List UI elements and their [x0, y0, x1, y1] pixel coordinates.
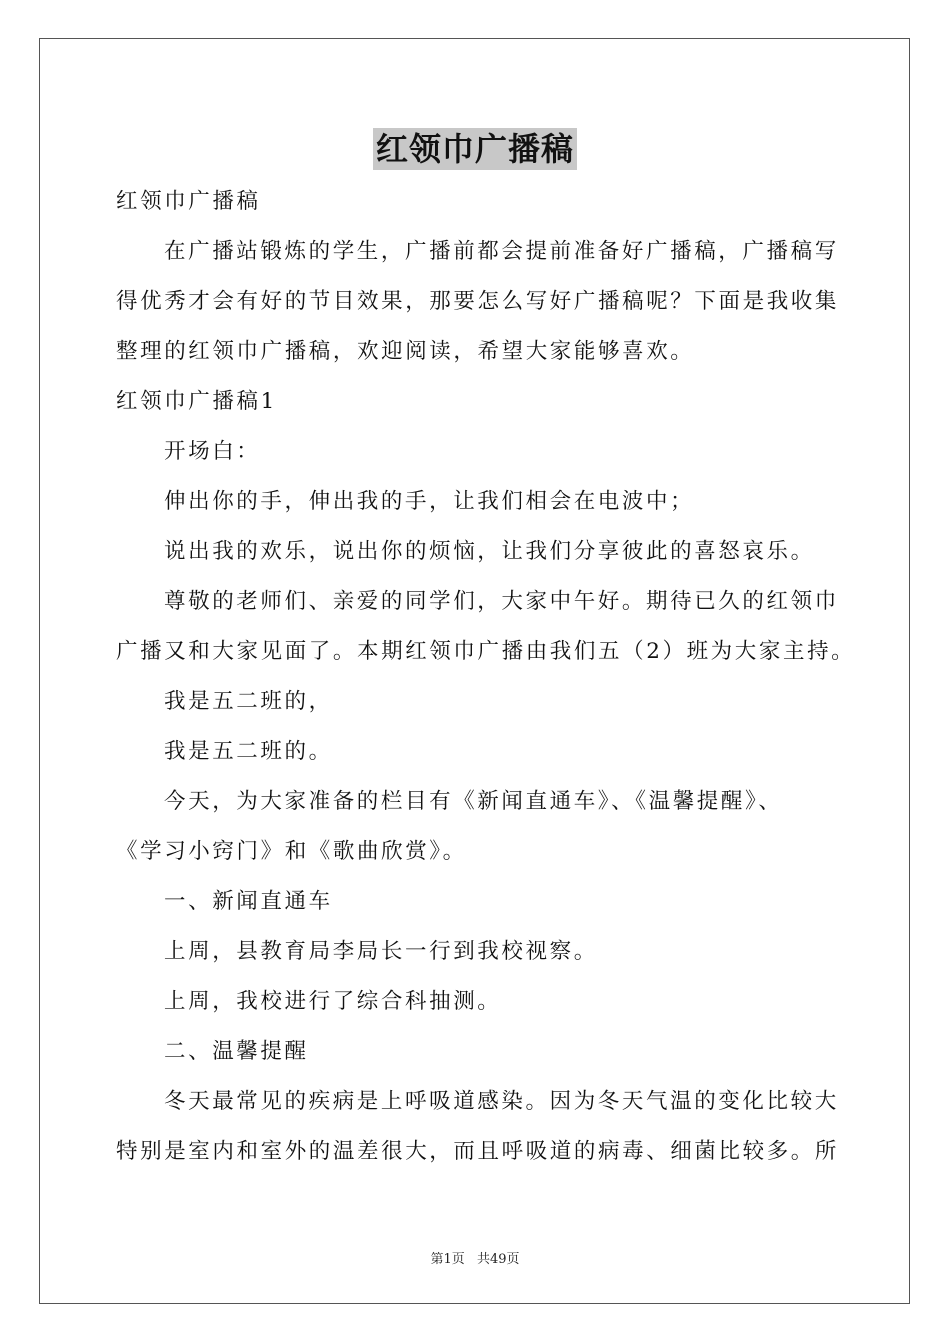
page-total: 共49页 — [476, 1252, 520, 1267]
text-line: 今天，为大家准备的栏目有《新闻直通车》、《温馨提醒》、 — [164, 789, 783, 814]
text-line: 冬天最常见的疾病是上呼吸道感染。因为冬天气温的变化比较大 — [164, 1089, 839, 1114]
text-line: 我是五二班的， — [164, 689, 333, 714]
text-line: 《学习小窍门》和《歌曲欣赏》。 — [116, 839, 467, 864]
text-line: 红领巾广播稿1 — [116, 389, 277, 414]
text-line: 红领巾广播稿 — [116, 189, 261, 214]
text-line: 在广播站锻炼的学生，广播前都会提前准备好广播稿，广播稿写 — [164, 239, 839, 264]
title-wrap — [0, 128, 950, 170]
text-line: 二、温馨提醒 — [164, 1039, 309, 1064]
document-body — [116, 177, 856, 1177]
text-line: 开场白： — [164, 439, 261, 464]
page-number: 第1页 — [430, 1252, 465, 1267]
text-line: 一、新闻直通车 — [164, 889, 333, 914]
text-line: 广播又和大家见面了。本期红领巾广播由我们五（2）班为大家主持。 — [116, 639, 856, 664]
text-line: 得优秀才会有好的节目效果，那要怎么写好广播稿呢？下面是我收集 — [116, 289, 840, 314]
text-line: 整理的红领巾广播稿，欢迎阅读，希望大家能够喜欢。 — [116, 339, 695, 364]
text-line: 我是五二班的。 — [164, 739, 333, 764]
text-line: 上周，县教育局李局长一行到我校视察。 — [164, 939, 598, 964]
text-line: 伸出你的手，伸出我的手，让我们相会在电波中； — [164, 489, 695, 514]
page-footer — [0, 1248, 950, 1267]
text-line: 特别是室内和室外的温差很大，而且呼吸道的病毒、细菌比较多。所 — [116, 1139, 840, 1164]
document-title: 红领巾广播稿 — [373, 128, 577, 170]
text-line: 尊敬的老师们、亲爱的同学们，大家中午好。期待已久的红领巾 — [164, 589, 839, 614]
text-line: 上周，我校进行了综合科抽测。 — [164, 989, 502, 1014]
text-line: 说出我的欢乐，说出你的烦恼，让我们分享彼此的喜怒哀乐。 — [164, 539, 815, 564]
